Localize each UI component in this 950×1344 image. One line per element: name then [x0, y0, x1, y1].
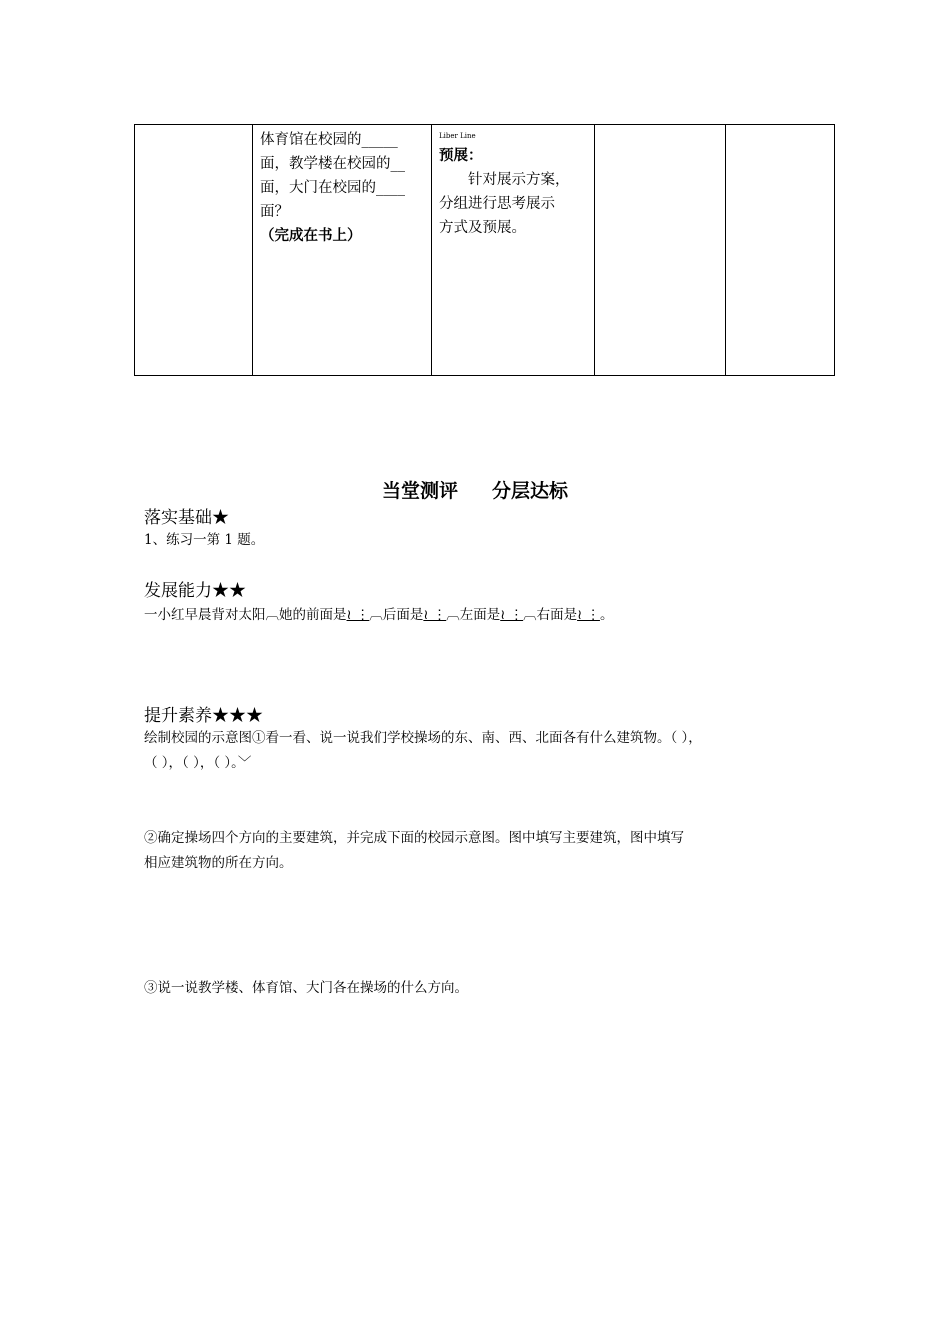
question-line-1: 体育馆在校园的_____ — [260, 132, 398, 148]
answer-blank-front: ≀ ⋮ — [346, 607, 370, 623]
answer-blank-right: ≀ ⋮ — [577, 607, 600, 623]
preview-line-2: 分组进行思考展示 — [439, 196, 555, 212]
preview-line-3: 方式及预展。 — [439, 220, 526, 236]
develop-period: 。 — [599, 607, 614, 623]
develop-text-left: 左面是 — [459, 607, 501, 623]
preview-line-1: 针对展示方案， — [468, 172, 570, 188]
develop-text-front: 她的前面是 — [279, 607, 347, 623]
develop-text-back: 后面是 — [382, 607, 424, 623]
preview-heading: 预展： — [439, 148, 483, 164]
gap-mark: ︹ — [446, 607, 460, 623]
section-title — [0, 476, 950, 503]
develop-text-right: 右面是 — [536, 607, 578, 623]
table-cell-3 — [432, 125, 595, 376]
gap-mark: ︹ — [369, 607, 383, 623]
table-cell-2 — [253, 125, 432, 376]
improve-para2-line-1: ②确定操场四个方向的主要建筑，并完成下面的校园示意图。图中填写主要建筑，图中填写 — [144, 830, 684, 846]
section-title-left: 当堂测评 — [381, 480, 458, 502]
improve-line-1: 绘制校园的示意图①看一看、说一说我们学校操场的东、南、西、北面各有什么建筑物。（ ）， — [144, 730, 702, 746]
improve-heading: 提升素养★★★ — [144, 706, 263, 726]
table-cell-5 — [726, 125, 835, 376]
improve-para3: ③说一说教学楼、体育馆、大门各在操场的什么方向。 — [144, 980, 468, 996]
question-line-3: 面，大门在校园的____ — [260, 180, 405, 196]
table-cell-1 — [135, 125, 253, 376]
complete-in-book-note: （完成在书上） — [260, 228, 362, 244]
improve-line-2: （ ），（ ），（ ）。﹀ — [144, 755, 252, 771]
basic-heading: 落实基础★ — [144, 508, 229, 528]
gap-mark: ︹ — [523, 607, 537, 623]
question-line-4: 面？ — [260, 204, 289, 220]
develop-heading: 发展能力★★ — [144, 581, 246, 601]
section-title-right: 分层达标 — [492, 480, 569, 502]
answer-blank-back: ≀ ⋮ — [423, 607, 447, 623]
answer-blank-left: ≀ ⋮ — [500, 607, 524, 623]
table-cell-4 — [595, 125, 726, 376]
lesson-table — [134, 124, 835, 376]
improve-para2-line-2: 相应建筑物的所在方向。 — [144, 855, 293, 871]
question-line-2: 面，教学楼在校园的__ — [260, 156, 405, 172]
tiny-marker: Liber Line — [439, 132, 476, 140]
develop-question — [144, 603, 613, 623]
basic-item: 1、练习一第 1 题。 — [144, 532, 265, 548]
gap-mark: ︹ — [265, 607, 279, 623]
develop-text-intro: 一小红早晨背对太阳 — [144, 607, 266, 623]
